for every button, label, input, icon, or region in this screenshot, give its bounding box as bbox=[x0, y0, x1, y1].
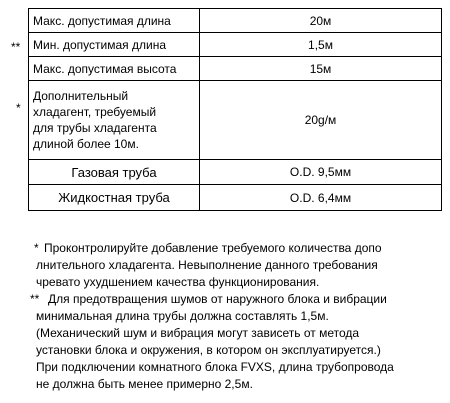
row-label: Мин. допустимая длина bbox=[29, 33, 200, 57]
footnote-line: При подключении комнатного блока FVXS, длина трубопровода bbox=[36, 360, 394, 374]
row-label: Газовая труба bbox=[29, 160, 200, 185]
table-row bbox=[29, 57, 442, 81]
footnote-double-asterisk bbox=[20, 291, 445, 393]
label-line: длиной более 10м. bbox=[33, 137, 139, 151]
row-label: Жидкостная труба bbox=[29, 185, 200, 211]
row-value: 20g/м bbox=[200, 81, 442, 160]
row-value: 15м bbox=[200, 57, 442, 81]
footnote-line: установки блока и окружения, в котором он эксплуатируется.) bbox=[36, 343, 381, 357]
row-value: 1,5м bbox=[200, 33, 442, 57]
table-row bbox=[29, 160, 442, 185]
footnote-line: минимальная длина трубы должна составлять 1,5м. bbox=[36, 309, 329, 323]
footnote-line: лнительного хладагента. Невыполнение данного требования bbox=[36, 258, 378, 272]
row-value: O.D. 9,5мм bbox=[200, 160, 442, 185]
row-label: Макс. допустимая высота bbox=[29, 57, 200, 81]
row-label-multiline bbox=[29, 81, 200, 160]
table-row bbox=[29, 9, 442, 33]
table-row bbox=[29, 185, 442, 211]
row-value: O.D. 6,4мм bbox=[200, 185, 442, 211]
footnote-line: чревато ухудшением качества функционирования. bbox=[36, 275, 320, 289]
row-label: Макс. допустимая длина bbox=[29, 9, 200, 33]
refrigerant-pipe-spec-table bbox=[28, 8, 442, 211]
label-line: хладагент, требуемый bbox=[33, 105, 157, 119]
label-line: для трубы хладагента bbox=[33, 121, 157, 135]
table-row bbox=[29, 81, 442, 160]
footnote-line: (Механический шум и вибрация могут зависеть от метода bbox=[36, 326, 360, 340]
footnote-single-asterisk bbox=[20, 240, 445, 291]
double-asterisk-marker: ** bbox=[11, 40, 21, 54]
footnote-marker: * bbox=[34, 241, 39, 255]
footnote-marker: ** bbox=[30, 292, 40, 306]
footnote-line: Проконтролируйте добавление требуемого количества допо bbox=[44, 241, 382, 255]
footnote-line: не должна быть менее примерно 2,5м. bbox=[36, 377, 253, 391]
footnote-line: Для предотвращения шумов от наружного блока и вибрации bbox=[48, 292, 387, 306]
row-value: 20м bbox=[200, 9, 442, 33]
asterisk-marker: * bbox=[16, 101, 21, 115]
label-line: Дополнительный bbox=[33, 89, 129, 103]
footnotes bbox=[20, 240, 445, 393]
table-row bbox=[29, 33, 442, 57]
